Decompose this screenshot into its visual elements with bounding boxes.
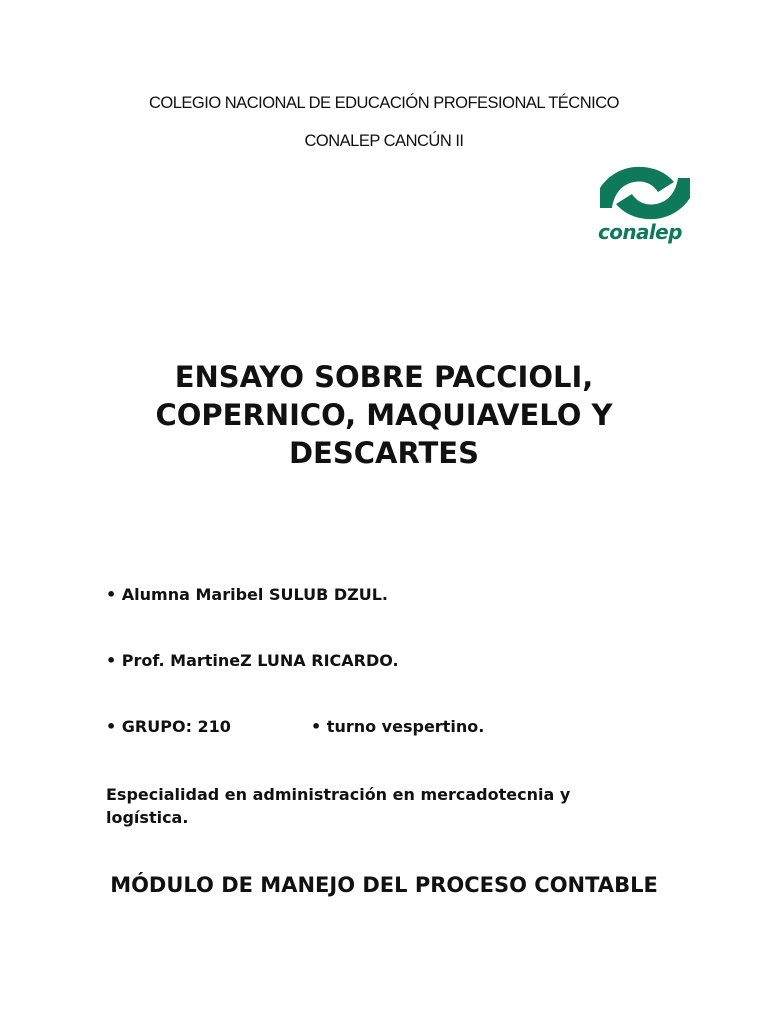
student-name: • Alumna Maribel SULUB DZUL. [106, 585, 388, 604]
institution-name: COLEGIO NACIONAL DE EDUCACIÓN PROFESIONAL TÉCNICO [149, 94, 619, 112]
campus-name: CONALEP CANCÚN II [304, 132, 464, 150]
conalep-logo [598, 164, 692, 246]
shift: • turno vespertino. [311, 717, 485, 736]
document-title: ENSAYO SOBRE PACCIOLI, COPERNICO, MAQUIAVELO Y DESCARTES [155, 360, 613, 470]
module-title: MÓDULO DE MANEJO DEL PROCESO CONTABLE [110, 873, 658, 897]
specialty-text: Especialidad en administración en mercadotecnia y logística. [106, 785, 571, 827]
logo-wordmark: conalep [598, 220, 682, 244]
conalep-logo-icon [598, 164, 692, 222]
teacher-name: • Prof. MartineZ LUNA RICARDO. [106, 651, 399, 670]
group-number: • GRUPO: 210 [106, 717, 231, 736]
